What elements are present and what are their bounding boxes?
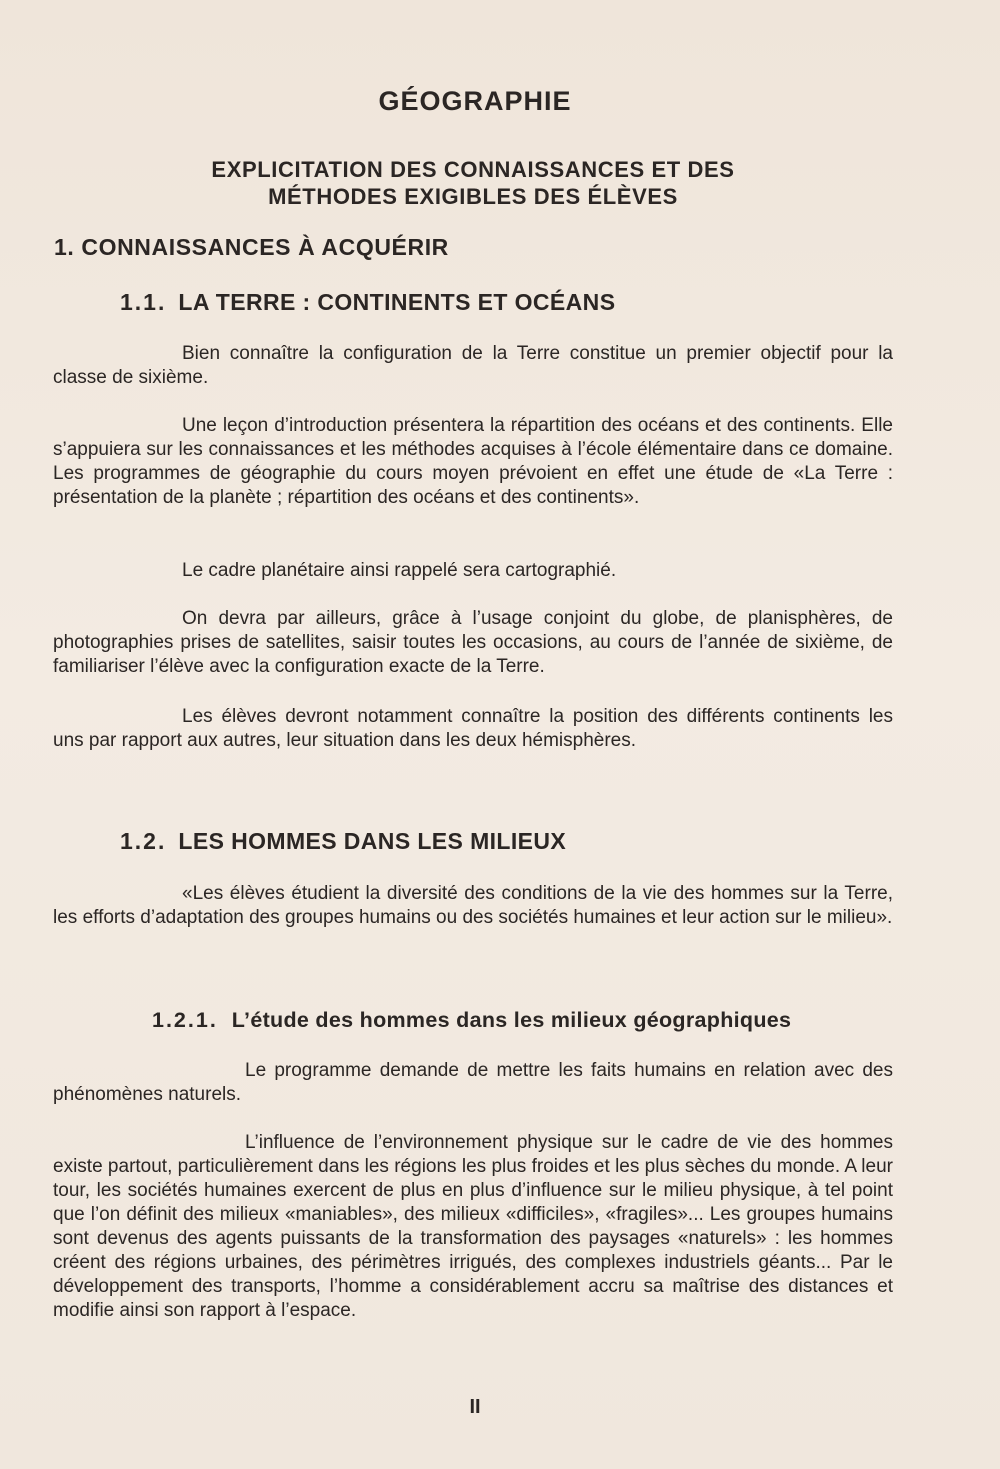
- paragraph-1-1-1: Bien connaître la configuration de la Terre constitue un premier objectif pour la classe de sixième.: [53, 343, 893, 388]
- subsection-heading-1-1: [120, 289, 615, 316]
- page-number: II: [469, 1396, 481, 1418]
- subsection-number: 1.2.: [120, 828, 167, 854]
- subsection-title: LA TERRE : CONTINENTS ET OCÉANS: [178, 289, 616, 315]
- page-title: GÉOGRAPHIE: [378, 86, 572, 116]
- page-subtitle: [0, 156, 946, 210]
- subsection-number: 1.1.: [120, 289, 167, 315]
- paragraph-1-2-1-2: L’influence de l’environnement physique sur le cadre de vie des hommes existe partout, particulièrement dans les régions les plus froides et les plus sèches du monde. A leur tour, les sociétés humaines exercent de plus en plus d’influence sur le milieu physique, à tel point que l’on définit des milieux «maniables», des milieux «difficiles», «fragiles»... Les groupes humains sont devenus des agents puissants de la transformation des paysages «naturels» : les hommes créent des régions urbaines, des périmètres irrigués, des complexes industriels géants... Par le développement des transports, l’homme a considérablement accru sa maîtrise des distances et modifie ainsi son rapport à l’espace.: [53, 1132, 893, 1321]
- subsection-heading-1-2: [120, 828, 566, 855]
- paragraph-1-2-1-1: Le programme demande de mettre les faits humains en relation avec des phénomènes naturels.: [53, 1060, 893, 1105]
- subsection-title: L’étude des hommes dans les milieux géographiques: [231, 1008, 792, 1032]
- subtitle-line-2: MÉTHODES EXIGIBLES DES ÉLÈVES: [268, 184, 678, 209]
- paragraph-1-1-2: Une leçon d’introduction présentera la répartition des océans et des continents. Elle s’appuiera sur les connaissances et les méthodes acquises à l’école élémentaire dans ce domaine. Les programmes de géographie du cours moyen prévoient en effet une étude de «La Terre : présentation de la planète ; répartition des océans et des continents».: [53, 415, 893, 508]
- paragraph-1-1-5: Les élèves devront notamment connaître la position des différents continents les uns par rapport aux autres, leur situation dans les deux hémisphères.: [53, 706, 893, 751]
- subsection-number: 1.2.1.: [152, 1008, 218, 1032]
- paragraph-1-2-1: «Les élèves étudient la diversité des conditions de la vie des hommes sur la Terre, les efforts d’adaptation des groupes humains ou des sociétés humaines et leur action sur le milieu».: [53, 883, 893, 928]
- section-heading-1: 1. CONNAISSANCES À ACQUÉRIR: [54, 234, 449, 260]
- paragraph-1-1-3: Le cadre planétaire ainsi rappelé sera cartographié.: [182, 560, 617, 581]
- subsection-title: LES HOMMES DANS LES MILIEUX: [178, 828, 567, 854]
- subsection-heading-1-2-1: [152, 1008, 791, 1033]
- subtitle-line-1: EXPLICITATION DES CONNAISSANCES ET DES: [211, 157, 735, 182]
- paragraph-1-1-4: On devra par ailleurs, grâce à l’usage conjoint du globe, de planisphères, de photographies prises de satellites, saisir toutes les occasions, au cours de l’année de sixième, de familiariser l’élève avec la configuration exacte de la Terre.: [53, 608, 893, 677]
